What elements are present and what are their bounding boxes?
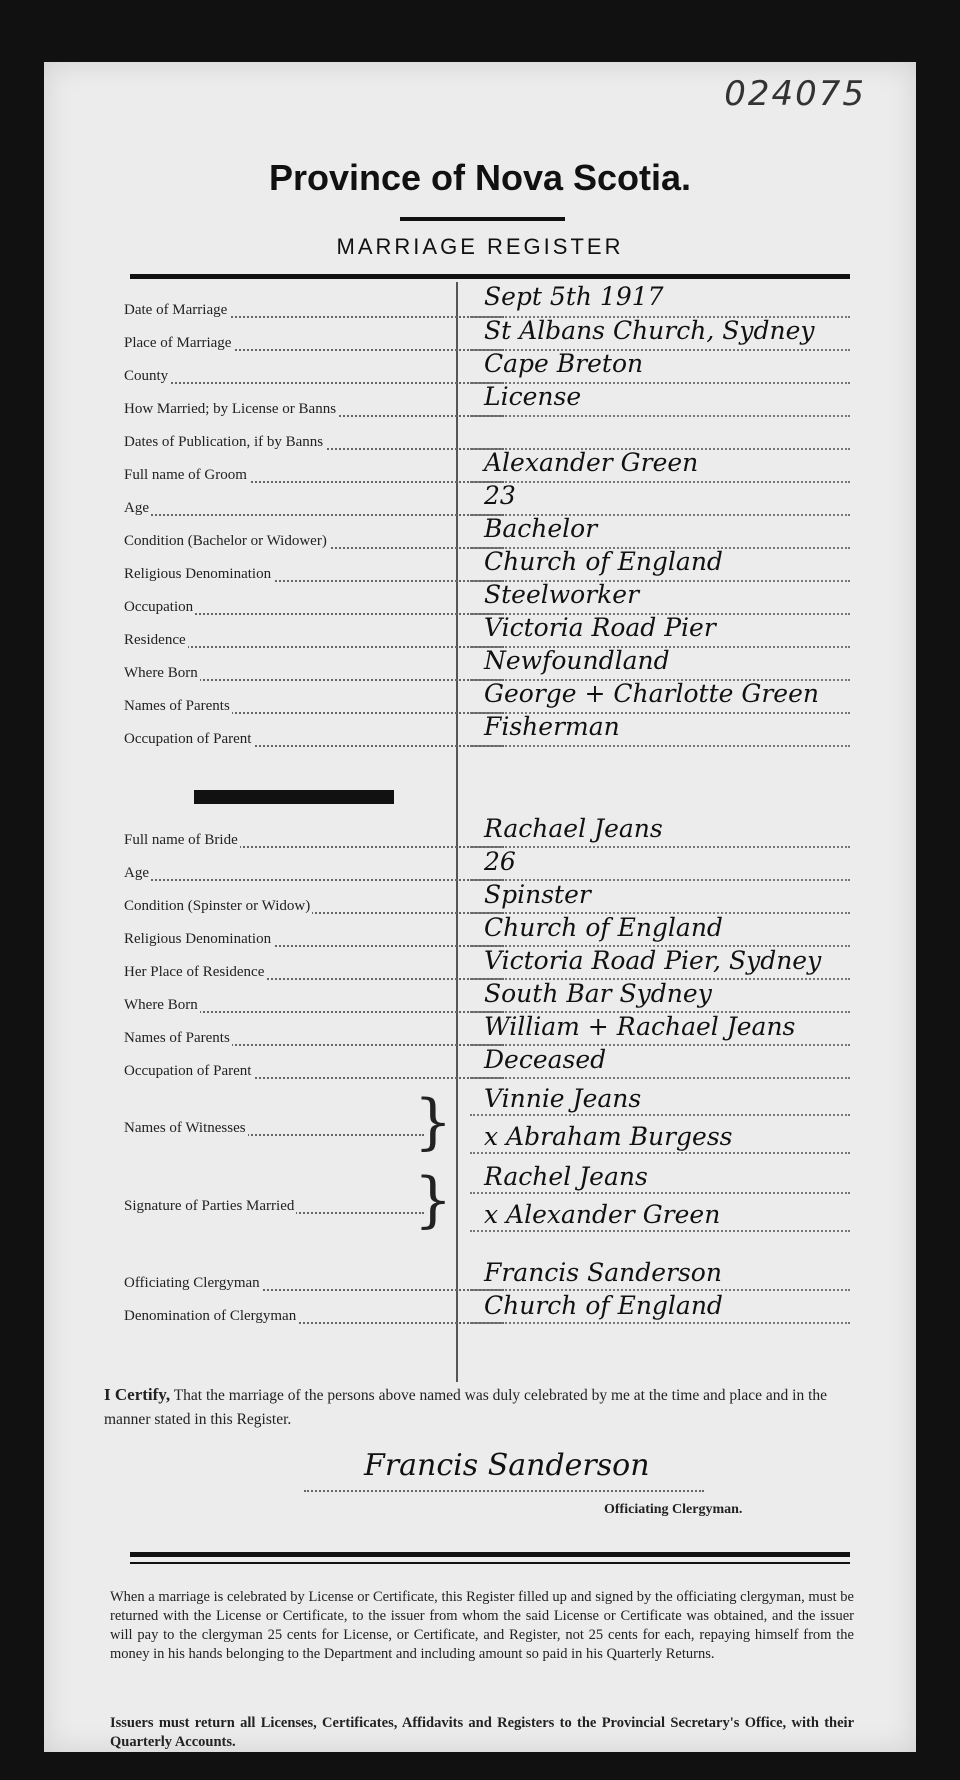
field-row xyxy=(124,931,504,957)
page-title: Province of Nova Scotia. xyxy=(268,157,692,198)
field-value: License xyxy=(484,382,582,411)
certify-lead: I Certify, xyxy=(104,1385,171,1404)
field-value: Church of England xyxy=(484,913,723,942)
field-label: Names of Parents xyxy=(124,1030,230,1046)
field-value: South Bar Sydney xyxy=(484,979,712,1008)
witness-brace: } xyxy=(414,1087,453,1157)
field-row xyxy=(124,302,504,328)
field-label: Date of Marriage xyxy=(124,302,228,318)
field-label: Where Born xyxy=(124,665,198,681)
field-value: William + Rachael Jeans xyxy=(484,1012,796,1041)
field-row xyxy=(124,566,504,592)
field-row xyxy=(124,434,504,460)
field-row xyxy=(124,865,504,891)
field-row xyxy=(124,698,504,724)
footer-rule xyxy=(130,1552,850,1557)
field-row xyxy=(124,665,504,691)
field-row xyxy=(124,632,504,658)
stamp-number: 024075 xyxy=(724,74,866,114)
field-value: St Albans Church, Sydney xyxy=(484,316,815,345)
field-label: Where Born xyxy=(124,997,198,1013)
field-value: Rachael Jeans xyxy=(484,814,663,843)
field-row xyxy=(124,599,504,625)
field-value: Steelworker xyxy=(484,580,640,609)
field-value: Deceased xyxy=(484,1045,607,1074)
instructions-return: Issuers must return all Licenses, Certificates, Affidavits and Registers to the Provincial Secretary's Office, with their Quarterly Accounts. xyxy=(110,1715,854,1750)
field-label: Age xyxy=(124,500,149,516)
field-row xyxy=(124,335,504,361)
field-row xyxy=(124,832,504,858)
field-row xyxy=(124,467,504,493)
field-value: 26 xyxy=(484,847,516,876)
field-value: x Abraham Burgess xyxy=(484,1122,733,1151)
register-form xyxy=(44,62,916,1752)
section-separator xyxy=(194,790,394,804)
field-value: Victoria Road Pier, Sydney xyxy=(484,946,822,975)
signature-line xyxy=(304,1490,704,1492)
field-row xyxy=(124,368,504,394)
field-label: Full name of Groom xyxy=(124,467,247,483)
field-value: Fisherman xyxy=(484,712,620,741)
field-value: Vinnie Jeans xyxy=(484,1084,642,1113)
instructions-paragraph: When a marriage is celebrated by License or Certificate, this Register filled up and signed by the officiating clergyman, must be returned with the License or Certificate, to the issuer from whom the said License or Certificate was obtained, and the issuer will pay to the clergyman 25 cents for License, or Certificate, and Register, not 25 cents for each, repaying himself from the money in his hands belonging to the Department and including amount so paid in his Quarterly Returns. xyxy=(110,1589,854,1662)
field-value: Church of England xyxy=(484,547,723,576)
form-subtitle: MARRIAGE REGISTER xyxy=(336,234,624,259)
header-rule xyxy=(130,274,850,279)
field-row xyxy=(124,731,504,757)
field-value: George + Charlotte Green xyxy=(484,679,819,708)
field-value: Newfoundland xyxy=(484,646,670,675)
field-value: 23 xyxy=(484,481,516,510)
field-label: Occupation of Parent xyxy=(124,1063,252,1079)
field-label: Religious Denomination xyxy=(124,566,272,582)
certification-text xyxy=(104,1382,854,1432)
signature-label: Officiating Clergyman. xyxy=(604,1502,743,1517)
field-row xyxy=(124,964,504,990)
field-row xyxy=(124,1198,424,1224)
field-label: Occupation of Parent xyxy=(124,731,252,747)
field-label: Her Place of Residence xyxy=(124,964,265,980)
field-label: Denomination of Clergyman xyxy=(124,1308,297,1324)
field-label: Dates of Publication, if by Banns xyxy=(124,434,324,450)
field-label: Age xyxy=(124,865,149,881)
field-value: Francis Sanderson xyxy=(484,1258,722,1287)
field-row xyxy=(124,1063,504,1089)
signature-brace: } xyxy=(414,1165,453,1235)
field-label: Full name of Bride xyxy=(124,832,238,848)
certify-body: That the marriage of the persons above named was duly celebrated by me at the time and place and in the manner stated in this Register. xyxy=(104,1387,828,1429)
field-value: Victoria Road Pier xyxy=(484,613,716,642)
field-label: Residence xyxy=(124,632,186,648)
field-label: Signature of Parties Married xyxy=(124,1198,295,1214)
field-label: Religious Denomination xyxy=(124,931,272,947)
field-value: Alexander Green xyxy=(484,448,699,477)
field-row xyxy=(124,1030,504,1056)
field-value: Rachel Jeans xyxy=(484,1162,648,1191)
field-row xyxy=(124,898,504,924)
field-label: Officiating Clergyman xyxy=(124,1275,260,1291)
field-value: Bachelor xyxy=(484,514,598,543)
field-label: County xyxy=(124,368,169,384)
field-label: How Married; by License or Banns xyxy=(124,401,337,417)
field-row xyxy=(124,401,504,427)
field-row xyxy=(124,1275,504,1301)
field-value: Cape Breton xyxy=(484,349,644,378)
title-divider xyxy=(400,217,565,221)
field-label: Condition (Spinster or Widow) xyxy=(124,898,311,914)
field-value: x Alexander Green xyxy=(484,1200,721,1229)
field-row xyxy=(124,997,504,1023)
field-value: Sept 5th 1917 xyxy=(484,282,664,311)
field-value: Church of England xyxy=(484,1291,723,1320)
footer-rule-thin xyxy=(130,1562,850,1564)
field-label: Occupation xyxy=(124,599,194,615)
field-row xyxy=(124,500,504,526)
clergyman-signature: Francis Sanderson xyxy=(364,1448,650,1483)
field-row xyxy=(124,1120,424,1146)
field-label: Place of Marriage xyxy=(124,335,232,351)
field-label: Names of Witnesses xyxy=(124,1120,246,1136)
field-row xyxy=(124,1308,504,1334)
field-value: Spinster xyxy=(484,880,591,909)
field-row xyxy=(124,533,504,559)
field-label: Condition (Bachelor or Widower) xyxy=(124,533,327,549)
field-label: Names of Parents xyxy=(124,698,230,714)
